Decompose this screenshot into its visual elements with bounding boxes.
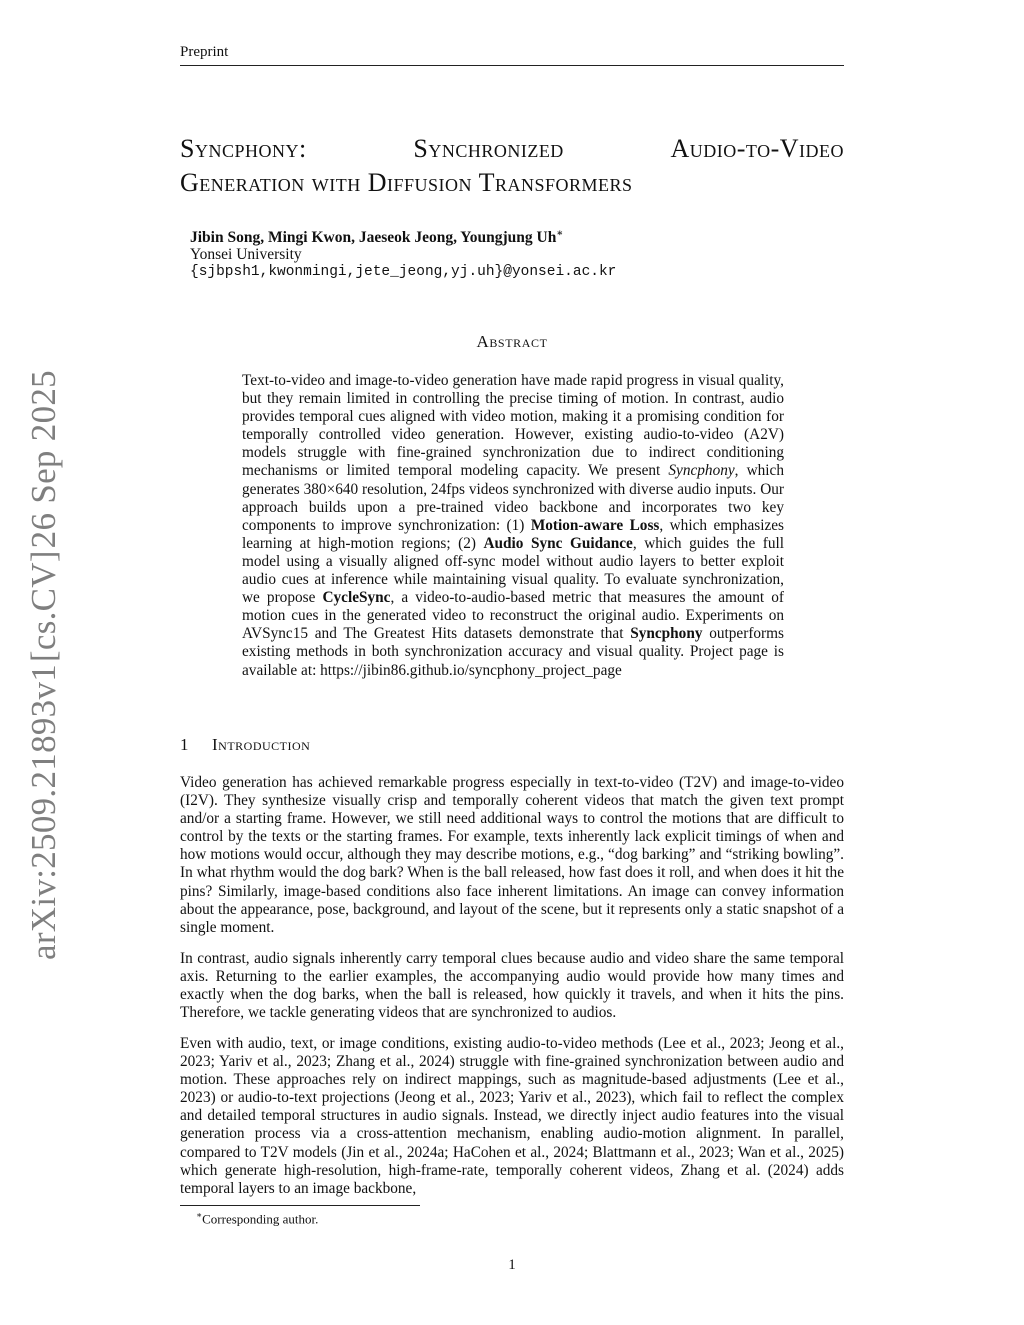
audio-sync-guidance-term: Audio Sync Guidance	[483, 534, 633, 552]
author-list	[190, 228, 563, 247]
title-word-1: Syncphony:	[180, 134, 307, 163]
section-title: Introduction	[212, 735, 311, 754]
syncphony-term: Syncphony	[630, 625, 703, 643]
title-line-2: Generation with Diffusion Transformers	[180, 168, 633, 197]
footnote-text: Corresponding author.	[202, 1211, 319, 1227]
author-names: Jibin Song, Mingi Kwon, Jaeseok Jeong, Youngjung Uh	[190, 229, 557, 247]
intro-paragraph-2: In contrast, audio signals inherently carry temporal clues because audio and video share the same temporal axis. Returning to the earlier examples, the accompanying audio would provide how many times and exactly when the dog barks, when the ball is released, how quickly it travels, and when it hits the pins. Therefore, we tackle generating videos that are synchronized to audios.	[180, 950, 844, 1022]
affiliation: Yonsei University	[190, 246, 302, 263]
arxiv-date: 26 Sep 2025	[24, 370, 63, 549]
section-heading-introduction	[180, 735, 310, 755]
cyclesync-term: CycleSync	[322, 589, 391, 607]
page-number: 1	[508, 1257, 516, 1273]
arxiv-id: arXiv:2509.21893v1	[24, 663, 63, 960]
abstract-text-2: , which generates 380×640 resolution, 24fps videos synchronized with diverse audio inputs. Our approach builds upon a pre-trained video backbone and incorporates two key components to improve synchronization: (1)	[242, 462, 784, 534]
footnote-mark: ∗	[196, 1210, 203, 1220]
abstract-text-1: Text-to-video and image-to-video generation have made rapid progress in visual quality, but they remain limited in controlling the precise timing of motion. In contrast, audio provides temporal cues aligned with video motion, making it a promising condition for temporally controlled video generation. However, existing audio-to-video (A2V) models struggle with fine-grained synchronization due to indirect conditioning mechanisms or limited temporal modeling capacity. We present	[242, 372, 784, 480]
author-emails: {sjbpsh1,kwonmingi,jete_jeong,yj.uh}@yonsei.ac.kr	[190, 264, 617, 280]
abstract-text-4: , which guides the full model using a visually aligned off-sync model without audio layers to better exploit audio cues at inference while maintaining visual quality. To evaluate synchronization, we propose	[242, 534, 785, 607]
abstract-body	[242, 372, 784, 680]
arxiv-stamp	[24, 370, 64, 960]
motion-aware-loss-term: Motion-aware Loss	[530, 516, 660, 534]
title-word-2: Synchronized	[413, 134, 564, 163]
running-header: Preprint	[180, 44, 229, 60]
intro-paragraph-3: Even with audio, text, or image conditions, existing audio-to-video methods (Lee et al., 2023; Jeong et al., 2023; Yariv et al., 2023; Zhang et al., 2024) struggle with fine-grained synchronization between audio and motion. These approaches rely on indirect mappings, such as magnitude-based adjustments (Lee et al., 2023) or audio-to-text projections (Jeong et al., 2023; Yariv et al., 2023), which fail to reflect the complex and detailed temporal structures in audio signals. Instead, we directly inject audio features into the visual generation process via a cross-attention mechanism, enabling audio-motion alignment. In parallel, compared to T2V models (Jin et al., 2024a; HaCohen et al., 2024; Blattmann et al., 2023; Wan et al., 2025) which generate high-resolution, high-frame-rate, temporally coherent videos, Zhang et al. (2024) adds temporal layers to an image backbone,	[180, 1035, 844, 1197]
abstract-text-3: , which emphasizes learning at high-motion regions; (2)	[242, 516, 784, 552]
section-number: 1	[180, 735, 189, 754]
abstract-heading: Abstract	[476, 332, 548, 351]
paper-title	[180, 132, 844, 200]
intro-paragraph-1: Video generation has achieved remarkable progress especially in text-to-video (T2V) and image-to-video (I2V). They synthesize visually crisp and temporally coherent videos that match the given text prompt and/or a starting frame. However, we still need additional ways to control the motions that are difficult to control by the texts or the starting frames. For example, texts inherently lack explicit timings of when and how motions would occur, although they may describe motions, e.g., “dog barking” and “striking bowling”. In what rhythm would the dog bark? When is the ball released, how fast does it roll, and when does it hit the pins? Similarly, image-based conditions also face inherent limitations. An image can convey information about the appearance, pose, background, and layout of the scene, but it represents only a static snapshot of a single moment.	[180, 774, 844, 936]
abstract-text-5: , a video-to-audio-based metric that measures the amount of motion cues in the generated video to reconstruct the original audio. Experiments on AVSync15 and The Greatest Hits datasets demonstrate that	[242, 589, 784, 643]
corresponding-author-mark: ∗	[556, 228, 564, 239]
method-name-italic: Syncphony	[668, 462, 735, 480]
title-word-3: Audio-to-Video	[670, 134, 844, 163]
abstract-text-6: outperforms existing methods in both synchronization accuracy and visual quality. Project page is available at: https://jibin86.github.io/syncphony_project_page	[242, 625, 785, 679]
title-line-1	[180, 132, 844, 166]
footnote-rule	[180, 1205, 420, 1206]
arxiv-category: [cs.CV]	[24, 550, 63, 663]
footnote	[196, 1210, 318, 1227]
header-rule	[180, 65, 844, 66]
